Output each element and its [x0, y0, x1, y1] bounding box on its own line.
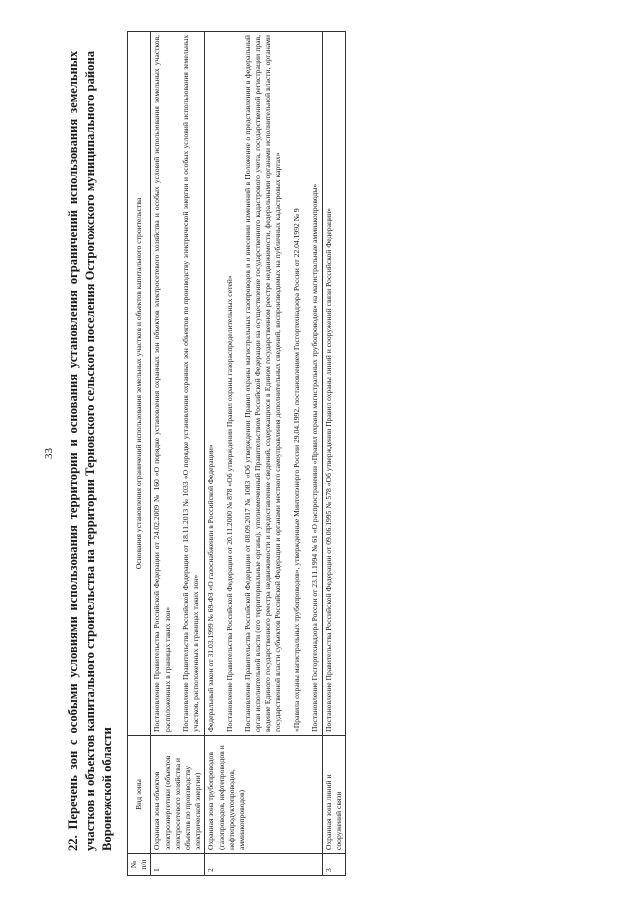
section-heading: 22. Перечень зон с особыми условиями использования территории и основания установления ограничений использования земельных участков и объектов капитального строительства на территории Терновского сельского поселения Острогожского муниципального района Воронежской области	[66, 51, 114, 851]
zone-basis	[323, 32, 346, 736]
basis-document: Постановление Правительства Российской Федерации от 08.09.2017 № 1083 «Об утверждении Правил охраны магистральных газопроводов и о внесении изменений в Положение о представлении в федеральный орган исполнительной власти (его территориальные органы), уполномоченный Правительством Российской Федерации на осуществление государственного кадастрового учета, государственной регистрации прав, ведение Единого государственного реестра недвижимости и предоставление сведений, содержащихся в Едином государственном реестре недвижимости, федеральными органами исполнительной власти, органами государственной власти субъектов Российской Федерации и органами местного самоуправления дополнительных сведений, воспроизводимых на публичных кадастровых картах»	[242, 35, 283, 732]
header-basis: Основания установления ограничений использования земельных участков и объектов капитального строительства	[128, 32, 151, 736]
header-number: № п/п	[128, 854, 151, 876]
table-header-row	[128, 32, 151, 876]
row-number: 1	[151, 854, 205, 876]
basis-document: Постановление Правительства Российской Федерации от 18.11.2013 № 1033 «О порядке установления охранных зон объектов по производству электрической энергии и особых условий использования земельных участков, расположенных в границах таких зон»	[180, 35, 201, 732]
table-row	[205, 32, 323, 876]
header-zone-type: Вид зоны	[128, 736, 151, 854]
basis-document: Постановление Правительства Российской Федерации от 24.02.2009 № 160 «О порядке установления охранных зон объектов электросетевого хозяйства и особых условий использования земельных участков, расположенных в границах таких зон»	[152, 35, 172, 732]
table-row	[151, 32, 205, 876]
basis-document: Постановление Правительства Российской Федерации от 20.11.2000 № 878 «Об утверждении Правил охраны газораспределительных сетей»	[224, 275, 234, 732]
row-number: 3	[323, 854, 346, 876]
rotated-page-content	[43, 31, 598, 876]
basis-document: «Правила охраны магистральных трубопроводов», утвержденные Минтопэнерго России 29.04.1992, постановлением Госгортехнадзора России от 22.04.1992 № 9	[291, 208, 301, 732]
page-number: 33	[43, 448, 55, 459]
row-number: 2	[205, 854, 323, 876]
table-row	[323, 32, 346, 876]
basis-document: Постановление Правительства Российской Федерации от 09.06.1995 № 578 «Об утверждении Правил охраны линий и сооружений связи Российской Федерации»	[324, 208, 334, 732]
zone-type: Охранная зона трубопроводов (газопроводов, нефтепроводов и нефтепродуктопроводов, аммиакопроводов)	[205, 736, 323, 854]
basis-document: Постановление Госгортехнадзора России от 23.11.1994 № 61 «О распространении «Правил охраны магистральных трубопроводов» на магистральные аммиакопроводы»	[309, 183, 319, 732]
basis-document: Федеральный закон от 31.03.1999 № 69-ФЗ «О газоснабжении в Российской Федерации»	[206, 444, 216, 732]
zones-table	[127, 31, 346, 876]
zone-type: Охранная зона линий и сооружений связи	[323, 736, 346, 854]
zone-type: Охранная зона объектов электроэнергетики (объектов электросетевого хозяйства и объектов по производству электрической энергии)	[151, 736, 205, 854]
zone-basis	[151, 32, 205, 736]
zone-basis	[205, 32, 323, 736]
